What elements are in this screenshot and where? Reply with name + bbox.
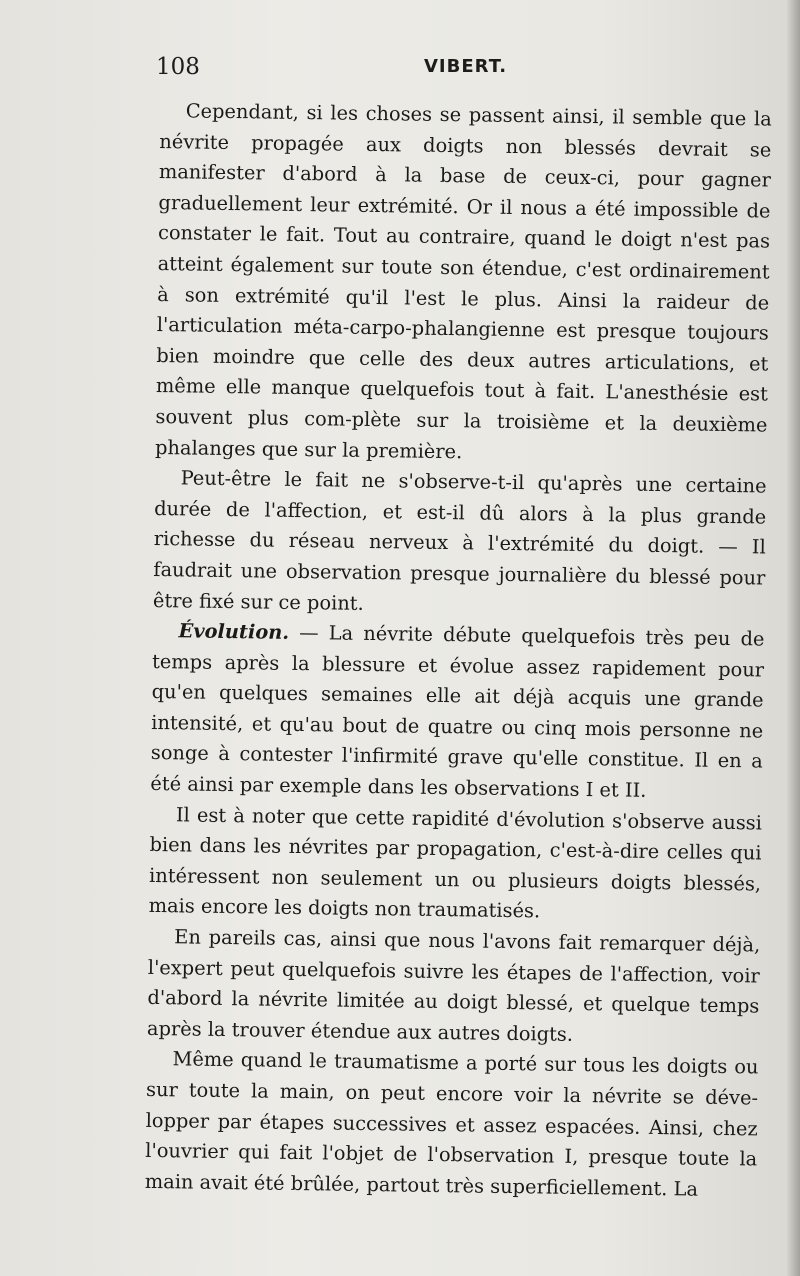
paragraph-5: En pareils cas, ainsi que nous l'avons fait remarquer déjà, l'expert peut quelquefois suivre les étapes de l'affection, voir d'abord la névrite limitée au doigt blessé, et quelque temps après la trouver étendue aux autres doigts. — [146, 925, 761, 1046]
running-head: VIBERT. — [424, 56, 508, 77]
paragraph-6: Même quand le traumatisme a porté sur tous les doigts ou sur toute la main, on peut encore voir la névrite se déve-lopper par étapes successives et assez espacées. Ainsi, chez l'ouvrier qui fait l'objet de l'observation I, presque toute la main avait été brûlée, partout très superficiellement. La — [144, 1047, 759, 1201]
page-header — [156, 54, 756, 86]
body-text — [145, 96, 772, 1206]
paragraph-4: Il est à noter que cette rapidité d'évolution s'observe aussi bien dans les névrites par propagation, c'est-à-dire celles qui intéressent non seulement un ou plusieurs doigts blessés, mais encore les doigts non traumatisés. — [148, 802, 763, 923]
evolution-text: — La névrite débute quelquefois très peu de temps après la blessure et évolue assez rapidement pour qu'en quelques semaines elle ait déjà acquis une grande intensité, et qu'au bout de quatre ou cinq mois personne ne songe à contester l'infirmité grave qu'elle constitue. Il en a été ainsi par exemple dans les observations I et II. — [150, 620, 765, 802]
section-title-evolution: Évolution. — [178, 619, 290, 644]
paragraph-1: Cependant, si les choses se passent ainsi, il semble que la névrite propagée aux doigts non blessés devrait se manifester d'abord à la base de ceux-ci, pour gagner graduellement leur extrémité. Or il nous a été impossible de constater le fait. Tout au contraire, quand le doigt n'est pas atteint également sur toute son étendue, c'est ordinairement à son extrémité qu'il l'est le plus. Ainsi la raideur de l'articulation méta-carpo-phalangienne est presque toujours bien moindre que celle des deux autres articulations, et même elle manque quelquefois tout à fait. L'anesthésie est souvent plus com-plète sur la troisième et la deuxième phalanges que sur la première. — [154, 99, 772, 463]
page-edge-shadow — [786, 0, 800, 1276]
page-number: 108 — [156, 54, 200, 80]
paragraph-evolution — [150, 616, 765, 808]
paragraph-2: Peut-être le fait ne s'observe-t-il qu'après une certaine durée de l'affection, et est-il dû alors à la plus grande richesse du réseau nerveux à l'extrémité du doigt. — Il faudrait une observation presque journalière du blessé pour être fixé sur ce point. — [152, 466, 767, 615]
